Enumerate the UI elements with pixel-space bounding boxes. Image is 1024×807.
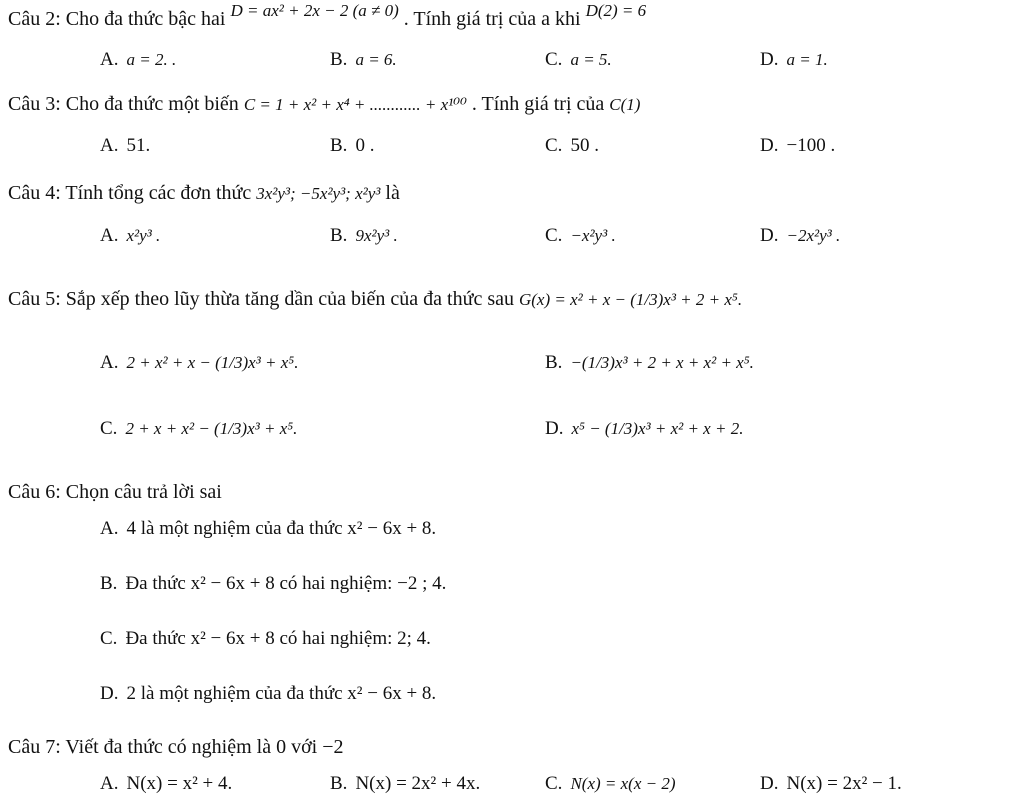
question-2-expression: D = ax² + 2x − 2 (a ≠ 0) (230, 1, 399, 20)
question-6-text: Câu 6: Chọn câu trả lời sai (8, 481, 222, 503)
question-2-option-c: C. a = 5. (545, 49, 612, 70)
question-5-option-d: D. x⁵ − (1/3)x³ + x² + x + 2. (545, 418, 744, 439)
question-3-option-b: B. 0 . (330, 135, 375, 156)
question-2-stem (8, 1, 647, 31)
question-4-option-a: A. x²y³ . (100, 225, 161, 246)
question-7-option-c: C. N(x) = x(x − 2) (545, 773, 676, 794)
question-7-option-a: A. N(x) = x² + 4. (100, 773, 233, 794)
question-2-text: Câu 2: Cho đa thức bậc hai (8, 8, 226, 30)
question-2-condition: D(2) = 6 (585, 1, 647, 20)
question-6-option-b: B. Đa thức x² − 6x + 8 có hai nghiệm: −2 ; 4. (100, 573, 447, 594)
question-4-stem (8, 182, 400, 205)
question-5-option-c: C. 2 + x + x² − (1/3)x³ + x⁵. (100, 418, 298, 439)
question-3-option-a: A. 51. (100, 135, 151, 156)
question-3-stem (8, 93, 640, 116)
question-2-text-2: . Tính giá trị của a khi (403, 8, 581, 30)
question-6-stem (8, 481, 222, 504)
question-5-option-b: B. −(1/3)x³ + 2 + x + x² + x⁵. (545, 352, 754, 373)
question-6-option-a: A. 4 là một nghiệm của đa thức x² − 6x + 8. (100, 518, 437, 539)
question-4-option-b: B. 9x²y³ . (330, 225, 398, 246)
question-6-option-d: D. 2 là một nghiệm của đa thức x² − 6x + 8. (100, 683, 437, 704)
question-3-option-d: D. −100 . (760, 135, 836, 156)
question-7-option-b: B. N(x) = 2x² + 4x. (330, 773, 481, 794)
question-3-text-2: . Tính giá trị của (471, 93, 605, 115)
question-4-option-d: D. −2x²y³ . (760, 225, 841, 246)
question-3-expression: C = 1 + x² + x⁴ + ............ + x¹⁰⁰ (243, 95, 467, 114)
question-7-text: Câu 7: Viết đa thức có nghiệm là 0 với −2 (8, 736, 344, 758)
question-4-text-2: là (385, 182, 400, 204)
question-3-condition: C(1) (609, 95, 641, 114)
question-4-option-c: C. −x²y³ . (545, 225, 616, 246)
question-7-stem (8, 736, 344, 759)
question-3-text: Câu 3: Cho đa thức một biến (8, 93, 239, 115)
question-4-expression: 3x²y³; −5x²y³; x²y³ (256, 184, 381, 203)
question-3-option-c: C. 50 . (545, 135, 599, 156)
question-5-expression: G(x) = x² + x − (1/3)x³ + 2 + x⁵. (518, 290, 743, 309)
question-2-option-b: B. a = 6. (330, 49, 397, 70)
question-7-option-d: D. N(x) = 2x² − 1. (760, 773, 902, 794)
question-4-text: Câu 4: Tính tổng các đơn thức (8, 182, 252, 204)
question-6-option-c: C. Đa thức x² − 6x + 8 có hai nghiệm: 2; 4. (100, 628, 431, 649)
question-2-option-d: D. a = 1. (760, 49, 828, 70)
question-2-option-a: A. a = 2. . (100, 49, 177, 70)
question-5-stem (8, 288, 742, 311)
question-5-text: Câu 5: Sắp xếp theo lũy thừa tăng dần của biến của đa thức sau (8, 288, 514, 310)
question-5-option-a: A. 2 + x² + x − (1/3)x³ + x⁵. (100, 352, 299, 373)
